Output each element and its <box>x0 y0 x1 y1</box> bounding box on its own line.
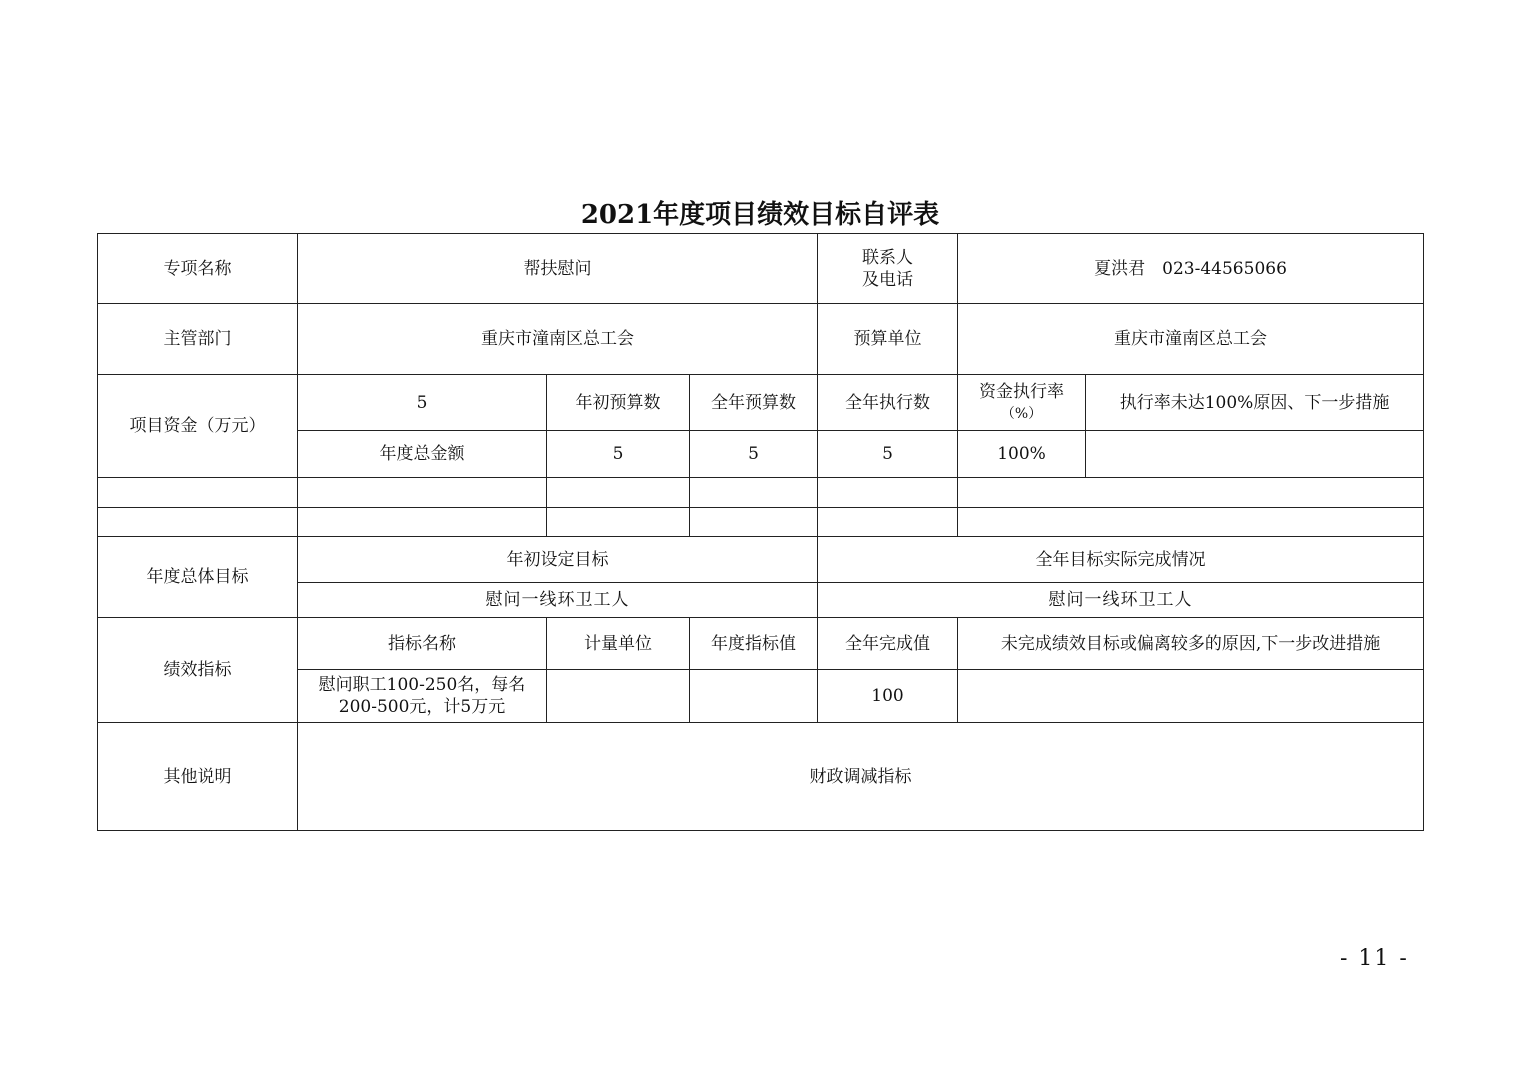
indicator-done: 100 <box>818 670 958 723</box>
empty-cell <box>958 478 1424 508</box>
empty-cell <box>690 508 818 537</box>
page-number: - 11 - <box>1340 946 1409 971</box>
indicator-name-line2: 200-500元，计5万元 <box>338 697 506 717</box>
contact-label-line2: 及电话 <box>862 269 914 290</box>
indicator-reason <box>958 670 1424 723</box>
funds-header-value: 5 <box>298 375 547 431</box>
goals-set-header: 年初设定目标 <box>298 537 818 583</box>
total-amount-label: 年度总金额 <box>298 431 547 478</box>
funds-label: 项目资金（万元） <box>98 375 298 478</box>
goals-label: 年度总体目标 <box>98 537 298 618</box>
empty-cell <box>958 508 1424 537</box>
row-indicators-header <box>98 618 1424 670</box>
funds-col-reason: 执行率未达100%原因、下一步措施 <box>1086 375 1424 431</box>
indicator-unit <box>547 670 690 723</box>
total-exec-value: 5 <box>818 431 958 478</box>
contact-label <box>818 234 958 304</box>
empty-cell <box>690 478 818 508</box>
indicators-col-reason: 未完成绩效目标或偏离较多的原因,下一步改进措施 <box>958 618 1424 670</box>
other-value: 财政调减指标 <box>298 723 1424 831</box>
empty-cell <box>298 508 547 537</box>
indicator-name-line1: 慰问职工100-250名，每名 <box>318 675 526 695</box>
goals-actual-header: 全年目标实际完成情况 <box>818 537 1424 583</box>
budget-unit-label: 预算单位 <box>818 304 958 375</box>
funds-col-exec: 全年执行数 <box>818 375 958 431</box>
funds-col-rate-line1: 资金执行率 <box>979 381 1065 402</box>
row-funds-header <box>98 375 1424 431</box>
funds-col-rate <box>958 375 1086 431</box>
empty-cell <box>298 478 547 508</box>
empty-cell <box>818 478 958 508</box>
department-value: 重庆市潼南区总工会 <box>298 304 818 375</box>
empty-cell <box>98 508 298 537</box>
empty-cell <box>98 478 298 508</box>
empty-cell <box>547 478 690 508</box>
indicators-col-name: 指标名称 <box>298 618 547 670</box>
indicators-col-done: 全年完成值 <box>818 618 958 670</box>
project-name-label: 专项名称 <box>98 234 298 304</box>
indicators-col-unit: 计量单位 <box>547 618 690 670</box>
total-reason-value <box>1086 431 1424 478</box>
indicator-name <box>298 670 547 723</box>
funds-col-annual: 全年预算数 <box>690 375 818 431</box>
page-title: 2021年度项目绩效目标自评表 <box>580 200 940 230</box>
department-label: 主管部门 <box>98 304 298 375</box>
row-project-name <box>98 234 1424 304</box>
contact-value: 夏洪君 023-44565066 <box>958 234 1424 304</box>
contact-label-line1: 联系人 <box>862 247 914 268</box>
empty-cell <box>547 508 690 537</box>
total-initial-value: 5 <box>547 431 690 478</box>
row-department <box>98 304 1424 375</box>
row-other <box>98 723 1424 831</box>
indicators-col-target: 年度指标值 <box>690 618 818 670</box>
project-name-value: 帮扶慰问 <box>298 234 818 304</box>
total-annual-value: 5 <box>690 431 818 478</box>
total-rate-value: 100% <box>958 431 1086 478</box>
indicator-target <box>690 670 818 723</box>
self-evaluation-table <box>97 233 1424 831</box>
budget-unit-value: 重庆市潼南区总工会 <box>958 304 1424 375</box>
indicators-label: 绩效指标 <box>98 618 298 723</box>
empty-cell <box>818 508 958 537</box>
row-empty-1 <box>98 478 1424 508</box>
other-label: 其他说明 <box>98 723 298 831</box>
funds-col-initial: 年初预算数 <box>547 375 690 431</box>
goals-actual-value: 慰问一线环卫工人 <box>818 583 1424 618</box>
goals-set-value: 慰问一线环卫工人 <box>298 583 818 618</box>
row-goals-header <box>98 537 1424 583</box>
row-empty-2 <box>98 508 1424 537</box>
funds-col-rate-line2: （%） <box>1000 405 1043 422</box>
